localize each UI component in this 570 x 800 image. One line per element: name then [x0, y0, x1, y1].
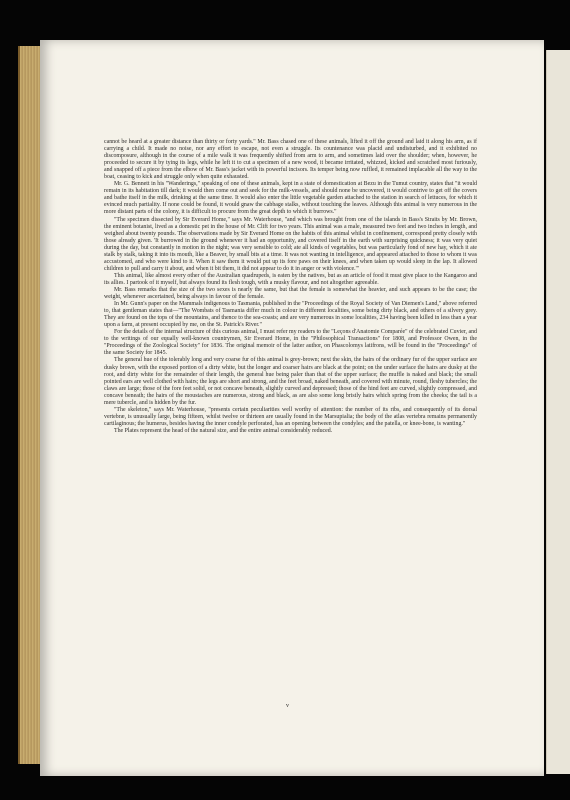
- paragraph: Mr. Bass remarks that the size of the two sexes is nearly the same, but that the female is somewhat the heavier, and such appears to be the case; the weight, whenever ascertained, being always in favour of the female.: [104, 286, 477, 301]
- paragraph: Mr. G. Bennett in his "Wanderings," speaking of one of these animals, kept in a state of domestication at Bezu in the Tumut country, states that "it would remain in its habitation till dark; it would then come out and seek for the milk-vessels, and should none be uncovered, it would contrive to get off the covers and bathe itself in the milk, drinking at the same time. It would also enter the little vegetable garden attached to the station in search of lettuces, for which it evinced much partiality. If none could be found, it would gnaw the cabbage stalks, without touching the leaves. Although this animal is very numerous in the more distant parts of the colony, it is difficult to procure from the great depth to which it burrows.": [104, 181, 477, 216]
- signature-mark: v: [286, 703, 289, 709]
- paragraph: "The skeleton," says Mr. Waterhouse, "presents certain peculiarities well worthy of attention: the number of its ribs, and consequently of its dorsal vertebræ, is unusually large, being fifteen, whilst twelve or thirteen are usually found in the Marsupialia; the body of the atlas vertebra remains permanently cartilaginous; the humerus, besides having the inner condyle perforated, has an opening between the condyles; and the patella, or knee-bone, is wanting.": [104, 406, 477, 427]
- paragraph: This animal, like almost every other of the Australian quadrupeds, is eaten by the natives, but as an article of food it must give place to the Kangaroo and its allies. I partook of it myself, but always found its flesh tough, with a musky flavour, and not altogether agreeable.: [104, 272, 477, 286]
- facing-page-edge: [546, 50, 570, 774]
- paragraph: The Plates represent the head of the natural size, and the entire animal considerably reduced.: [114, 427, 333, 434]
- body-text: [104, 139, 477, 435]
- paragraph: The general hue of the tolerably long and very coarse fur of this animal is grey-brown; next the skin, the hairs of the ordinary fur of the upper surface are dusky brown, with the exposed portion of a dirty white, but the longer and coarser hairs are black at the point; on the under surface the hairs are dusky at the root, and dirty white for the remainder of their length, the general hue being paler than that of the upper surface; the muffle is naked and black; the small pointed ears are well clothed with hairs; the legs are short and strong, and the feet broad, naked beneath, and covered with minute, round, fleshy tubercles; the claws are large; those of the fore feet solid, or not concave beneath, slightly curved and depressed; those of the hind feet are curved, slightly compressed, and concave beneath; the hairs of the moustaches are numerous, strong and black, as are also some long bristly hairs which spring from the cheeks; the tail is a mere tubercle, and is hidden by the fur.: [104, 357, 477, 406]
- paragraph: In Mr. Gunn's paper on the Mammals indigenous to Tasmania, published in the "Proceedings of the Royal Society of Van Diemen's Land," above referred to, that gentleman states that—"The Wombats of Tasmania differ much in colour in different localities, some being dirty black, and others of a silvery grey. They are found on the tops of the mountains, and thence to the sea-coasts; and are very numerous in some localities, 234 having been killed in less than a year upon a farm, at present occupied by me, on the St. Patrick's River.": [104, 301, 477, 329]
- paragraph: For the details of the internal structure of this curious animal, I must refer my readers to the "Leçons d'Anatomie Comparée" of the celebrated Cuvier, and to the writings of our equally well-known countrymen, Sir Everard Home, in the "Philosophical Transactions" for 1808, and Professor Owen, in the "Proceedings of the Zoological Society" for 1836. The original memoir of the latter author, on Phascolomys latifrons, will be found in the "Proceedings" of the same Society for 1845.: [104, 329, 477, 357]
- paragraph: cannot be heard at a greater distance than thirty or forty yards." Mr. Bass chased one of these animals, lifted it off the ground and laid it along his arm, as if carrying a child. It made no noise, nor any effort to escape, not even a struggle. Its countenance was placid and undisturbed, and it exhibited no discomposure, although in the course of a mile walk it was frequently shifted from arm to arm, and sometimes laid over the shoulder; when, however, he proceeded to secure it by tying its legs, while he left it to cut a specimen of a new wood, it became irritated, whizzed, kicked and scratched most furiously, and snapped off a piece from the elbow of Mr. Bass's jacket with its powerful incisors. Its temper being now ruffled, it remained implacable all the way to the boat, ceasing to kick and struggle only when quite exhausted.: [104, 139, 477, 181]
- paragraph: "The specimen dissected by Sir Everard Home," says Mr. Waterhouse, "and which was brought from one of the islands in Bass's Straits by Mr. Brown, the eminent botanist, lived as a domestic pet in the house of Mr. Clift for two years. This animal was a male, measured two feet and two inches in length, and weighed about twenty pounds. The observations made by Sir Everard Home on the habits of this animal whilst in confinement, correspond pretty closely with those already given. 'It burrowed in the ground whenever it had an opportunity, and covered itself in the earth with surprising quickness; it was very quiet during the day, but constantly in motion in the night; was very sensible to cold; ate all kinds of vegetables, but was particularly fond of new hay, which it ate stalk by stalk, taking it into its mouth, like a Beaver, by small bits at a time. It was not wanting in intelligence, and appeared attached to those to whom it was accustomed, and who were kind to it. When it saw them it would put up its fore paws on their knees, and when taken up would sleep in the lap. It allowed children to pull and carry it about, and when it bit them, it did not appear to do it in anger or with violence.'": [104, 216, 477, 272]
- book-page-edges: [18, 46, 42, 764]
